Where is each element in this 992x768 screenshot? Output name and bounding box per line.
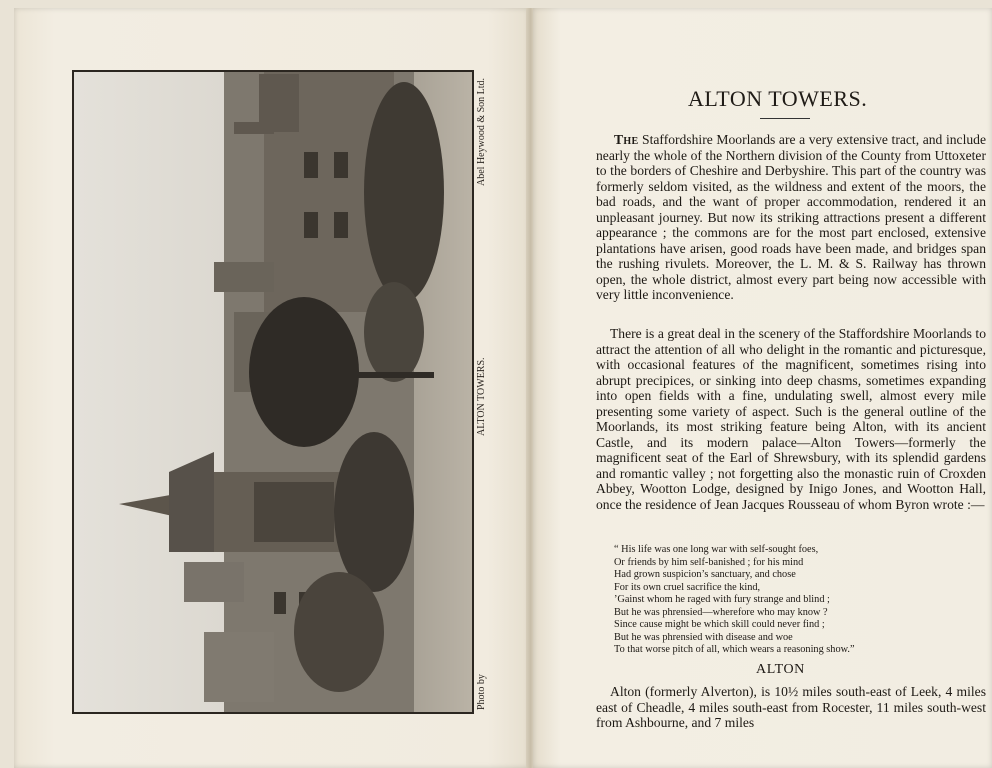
title-rule (760, 118, 810, 119)
verse-line: To that worse pitch of all, which wears a reasoning show.” (614, 644, 855, 655)
verse-line: Or friends by him self-banished ; for his mind (614, 556, 804, 568)
paragraph-3: Alton (formerly Alverton), is 10½ miles south-east of Leek, 4 miles east of Cheadle, 4 miles south-east from Rocester, 11 miles south-west from Ashbourne, and 7 miles (596, 684, 986, 730)
verse-line: But he was phrensied—wherefore who may know ? (614, 606, 828, 618)
paragraph-1 (596, 132, 986, 303)
paragraph-1-body: Staffordshire Moorlands are a very extensive tract, and include nearly the whole of the Northern division of the County from Uttoxeter to the borders of Cheshire and Derbyshire. This part of the country was formerly seldom visited, as the wildness and extent of the moors, the bad roads, and the want of proper accommodation, rendered it an unpleasant journey. But now its striking attractions present a different appearance ; the commons are for the most part enclosed, extensive plantations have arisen, good roads have been made, and bridges span the rushing rivulets. Moreover, the L. M. & S. Railway has thrown open, the whole district, almost every part being now accessible with very little inconvenience. (596, 132, 986, 302)
section-heading-alton: ALTON (756, 662, 805, 677)
verse-line: Since cause might be which skill could never find ; (614, 619, 825, 630)
plate-credit-publisher: Abel Heywood & Son Ltd. (476, 77, 487, 186)
byron-verse (614, 544, 974, 657)
verse-line: ’Gainst whom he raged with fury strange and blind ; (614, 594, 830, 605)
verse-line: Had grown suspicion’s sanctuary, and chose (614, 569, 796, 580)
verse-line: “ His life was one long war with self-sought foes, (614, 544, 819, 555)
paragraph-1-lead: The (614, 132, 639, 147)
verse-line: For its own cruel sacrifice the kind, (614, 581, 761, 593)
photo-illustration (74, 72, 472, 712)
plate-caption-title: ALTON TOWERS. (476, 357, 487, 436)
verse-line: But he was phrensied with disease and woe (614, 631, 793, 643)
alton-towers-photograph (72, 70, 474, 714)
page-title: ALTON TOWERS. (688, 86, 868, 111)
paragraph-2: There is a great deal in the scenery of the Staffordshire Moorlands to attract the attention of all who delight in the romantic and picturesque, with occasional features of the magnificent, sometimes rising into abrupt precipices, or sinking into deep chasms, sometimes expanding into open fields with a fine, undulating swell, almost every mile presenting some variety of aspect. Such is the general outline of the Moorlands, its most striking feature being Alton, with its ancient Castle, and its modern palace—Alton Towers—formerly the magnificent seat of the Earl of Shrewsbury, with its splendid gardens and romantic valley ; not forgetting also the monastic ruin of Croxden Abbey, Wootton Lodge, designed by Inigo Jones, and Wootton Hall, once the residence of Jean Jacques Rousseau of whom Byron wrote :— (596, 326, 986, 512)
plate-credit-photographer: Photo by (476, 674, 487, 710)
